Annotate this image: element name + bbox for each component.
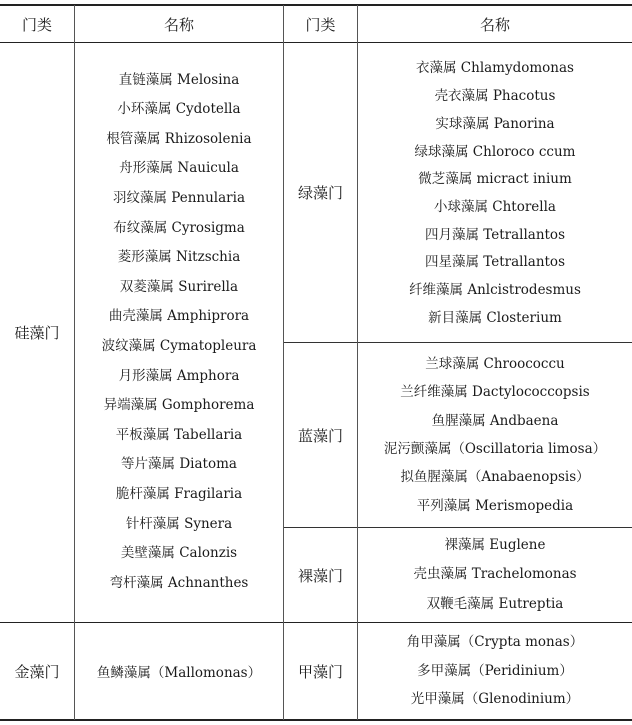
list-item: 直链藻属 Melosina — [118, 71, 240, 88]
list-item: 舟形藻属 Nauicula — [119, 160, 239, 177]
phylum-cell-pyrrophyta: 甲藻门 — [297, 662, 343, 681]
header-name-right: 名称 — [479, 15, 510, 34]
list-item: 小环藻属 Cydotella — [117, 101, 241, 118]
list-item: 壳衣藻属 Phacotus — [434, 88, 556, 105]
phylum-cell-cyanophyta: 蓝藻门 — [297, 426, 343, 445]
list-item: 根管藻属 Rhizosolenia — [106, 130, 252, 147]
list-item: 月形藻属 Amphora — [118, 367, 240, 384]
list-item: 鱼腥藻属 Andbaena — [431, 412, 559, 429]
genera-cell-bacillariophyta — [75, 66, 283, 598]
list-item: 弯杆藻属 Achnanthes — [109, 574, 249, 591]
phylum-cell-bacillariophyta: 硅藻门 — [14, 324, 60, 342]
list-item: 波纹藻属 Cymatopleura — [101, 338, 257, 354]
list-item: 羽纹藻属 Pennularia — [112, 190, 245, 207]
list-item: 微芝藻属 micract inium — [418, 171, 572, 188]
list-item: 平板藻属 Tabellaria — [115, 426, 243, 443]
header-name-left: 名称 — [163, 15, 194, 34]
genera-cell-pyrrophyta — [358, 623, 632, 719]
list-item: 多甲藻属（Peridinium） — [417, 662, 573, 679]
list-item: 衣藻属 Chlamydomonas — [416, 60, 574, 77]
table-bottom-rule — [0, 719, 632, 721]
list-item: 脆杆藻属 Fragilaria — [115, 485, 243, 502]
list-item: 异端藻属 Gomphorema — [103, 397, 255, 414]
list-item: 裸藻属 Euglene — [444, 536, 546, 553]
genera-cell-chrysophyta — [75, 623, 283, 719]
phylum-cell-chrysophyta: 金藻门 — [14, 662, 60, 681]
list-item: 菱形藻属 Nitzschia — [117, 249, 241, 266]
list-item: 曲壳藻属 Amphiprora — [108, 308, 250, 325]
list-item: 美壁藻属 Calonzis — [120, 545, 238, 562]
list-item: 拟鱼腥藻属（Anabaenopsis） — [400, 469, 590, 486]
phylum-cell-chlorophyta: 绿藻门 — [297, 184, 343, 202]
genera-cell-chlorophyta — [358, 55, 632, 333]
list-item: 泥污颤藻属（Oscillatoria limosa） — [383, 441, 607, 457]
list-item: 壳虫藻属 Trachelomonas — [413, 566, 577, 583]
list-item: 角甲藻属（Crypta monas） — [406, 634, 584, 651]
genera-cell-euglenophyta — [358, 528, 632, 622]
list-item: 针杆藻属 Synera — [125, 515, 233, 532]
list-item: 鱼鳞藻属（Mallomonas） — [96, 665, 262, 681]
list-item: 纤维藻属 Anlcistrodesmus — [409, 282, 581, 299]
list-item: 布纹藻属 Cyrosigma — [113, 219, 245, 236]
list-item: 兰纤维藻属 Dactylococcopsis — [400, 384, 590, 401]
list-item: 兰球藻属 Chroococcu — [425, 356, 565, 373]
header-phylum-left: 门类 — [21, 15, 52, 34]
list-item: 新目藻属 Closterium — [428, 309, 562, 326]
list-item: 四星藻属 Tetrallantos — [424, 254, 565, 271]
genera-cell-cyanophyta — [358, 343, 632, 527]
list-item: 双鞭毛藻属 Eutreptia — [426, 595, 564, 612]
list-item: 绿球藻属 Chloroco ccum — [414, 143, 576, 160]
list-item: 平列藻属 Merismopedia — [416, 497, 574, 514]
list-item: 四月藻属 Tetrallantos — [424, 226, 565, 243]
header-phylum-right: 门类 — [305, 15, 336, 34]
list-item: 双菱藻属 Surirella — [119, 278, 239, 295]
list-item: 等片藻属 Diatoma — [121, 456, 237, 473]
list-item: 实球藻属 Panorina — [435, 115, 555, 132]
list-item: 光甲藻属（Glenodinium） — [410, 691, 580, 708]
list-item: 小球藻属 Chtorella — [433, 199, 556, 215]
phylum-cell-euglenophyta: 裸藻门 — [297, 566, 343, 585]
